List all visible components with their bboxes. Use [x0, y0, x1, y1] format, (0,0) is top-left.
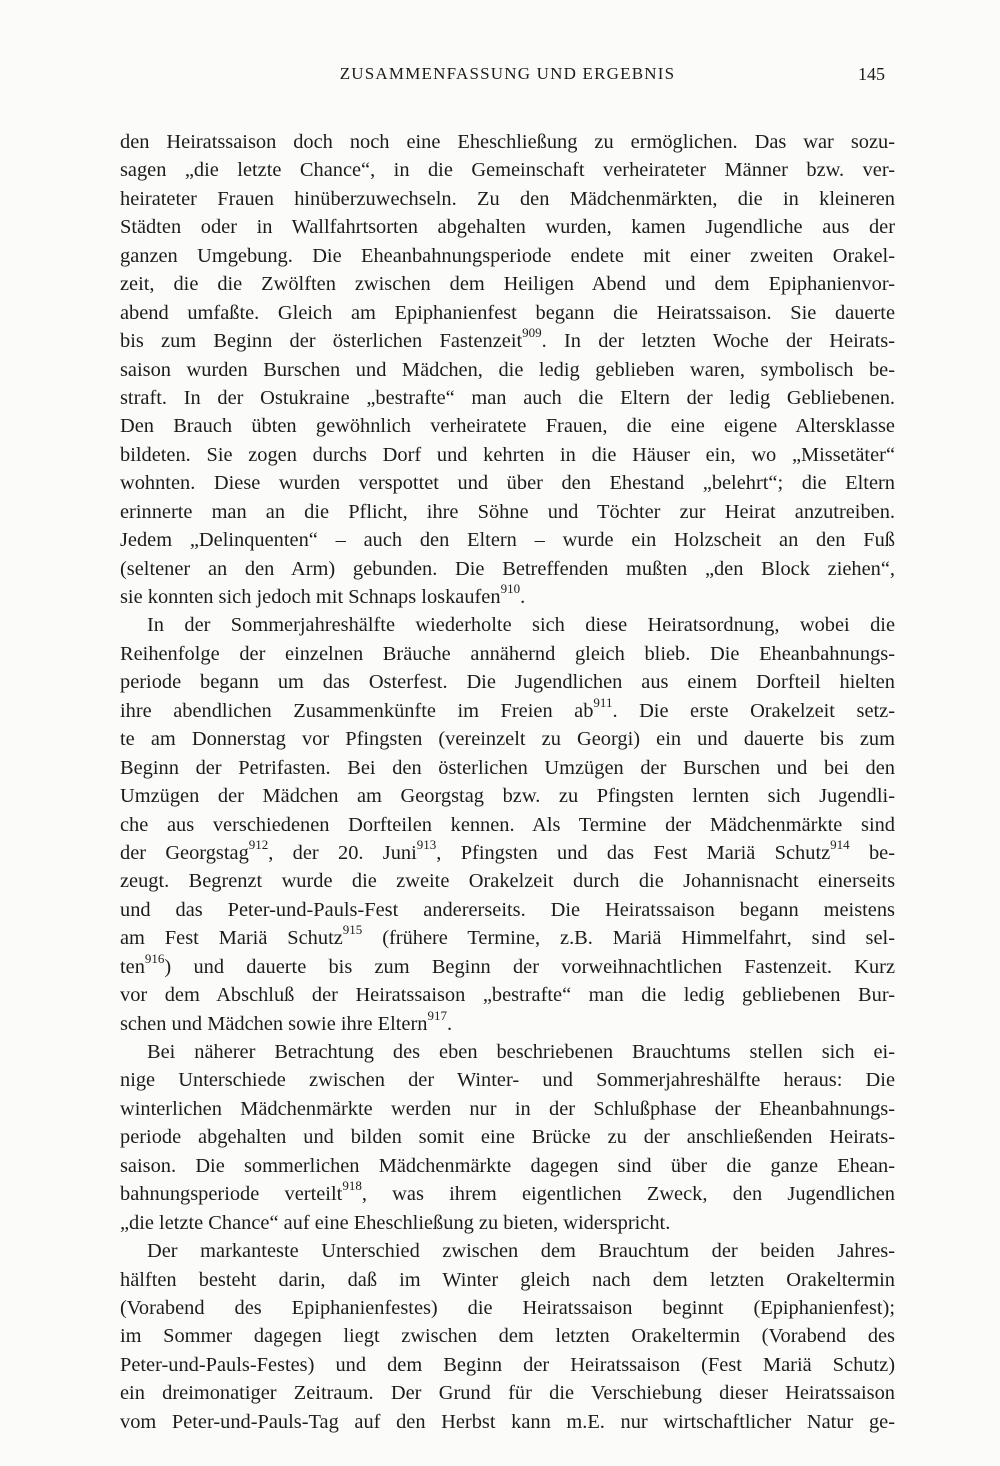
text-line: periode abgehalten und bilden somit eine Brücke zu der anschließenden Heirats-: [120, 1126, 895, 1149]
footnote-ref: 917: [427, 1007, 447, 1023]
text-line: Umzügen der Mädchen am Georgstag bzw. zu Pfingsten lernten sich Jugendli-: [120, 785, 895, 808]
paragraph: [120, 128, 895, 611]
footnote-ref: 914: [830, 837, 850, 853]
footnote-ref: 911: [593, 694, 613, 710]
paragraph: [120, 611, 895, 1038]
text-line: zeit, die die Zwölften zwischen dem Heiligen Abend und dem Epiphanienvor-: [120, 273, 895, 296]
footnote-ref: 916: [144, 950, 165, 966]
text-line: Bei näherer Betrachtung des eben beschriebenen Brauchtums stellen sich ei-: [147, 1041, 895, 1063]
text-line: straft. In der Ostukraine „bestrafte“ man auch die Eltern der ledig Gebliebenen.: [120, 386, 895, 409]
text-line: ihre abendlichen Zusammenkünfte im Freien $ab^{911}$. Die erste Orakelzeit setz-: [120, 694, 895, 722]
text-line: periode begann um das Osterfest. Die Jugendlichen aus einem Dorfteil hielten: [120, 671, 895, 694]
footnote-ref: 910: [500, 581, 521, 597]
text-line: der Georgstag$^{912}$, der 20. Juni$^{913}$, Pfingsten und das Fest Mariä Schutz$^{914}$ be-: [120, 837, 895, 864]
text-line: sie konnten sich jedoch mit Schnaps loskaufen$^{910}$.: [120, 581, 526, 608]
text-line: bis zum Beginn der österlichen Fastenzeit$^{909}$. In der letzten Woche der Heirats-: [120, 325, 895, 353]
text-line: te am Donnerstag vor Pfingsten (vereinzelt zu Georgi) ein und dauerte bis zum: [120, 728, 895, 751]
body-text: [120, 128, 895, 1436]
running-title: ZUSAMMENFASSUNG UND ERGEBNIS: [339, 64, 676, 83]
text-line: sagen „die letzte Chance“, in die Gemeinschaft verheirateter Männer bzw. ver-: [120, 159, 895, 182]
text-line: und das Peter-und-Pauls-Fest andererseits. Die Heiratssaison begann meistens: [120, 898, 895, 921]
text-line: ten$^{916}$) und dauerte bis zum Beginn der vorweihnachtlichen Fastenzeit. Kurz: [120, 950, 895, 978]
text-line: In der Sommerjahreshälfte wiederholte sich diese Heiratsordnung, wobei die: [147, 614, 895, 637]
running-head: [120, 64, 895, 94]
text-line: vor dem Abschluß der Heiratssaison „bestrafte“ man die ledig gebliebenen Bur-: [120, 984, 895, 1007]
text-line: bahnungsperiode verteilt$^{918}$, was ihrem eigentlichen Zweck, den Jugendlichen: [120, 1178, 895, 1206]
text-line: zeugt. Begrenzt wurde die zweite Orakelzeit durch die Johannisnacht einerseits: [120, 870, 895, 893]
text-line: im Sommer dagegen liegt zwischen dem letzten Orakeltermin (Vorabend des: [120, 1325, 895, 1348]
text-line: winterlichen Mädchenmärkte werden nur in der Schlußphase der Eheanbahnungs-: [120, 1097, 895, 1120]
text-line: (seltener an den Arm) gebunden. Die Betreffenden mußten „den Block ziehen“,: [120, 557, 895, 580]
text-line: Reihenfolge der einzelnen Bräuche annähernd gleich blieb. Die Eheanbahnungs-: [120, 642, 895, 665]
text-line: „die letzte Chance“ auf eine Eheschließung zu bieten, widerspricht.: [120, 1211, 671, 1234]
text-line: saison. Die sommerlichen Mädchenmärkte dagegen sind über die ganze Ehean-: [120, 1154, 895, 1177]
page-number: 145: [858, 64, 885, 84]
text-line: Den Brauch übten gewöhnlich verheiratete Frauen, die eine eigene Altersklasse: [120, 415, 895, 438]
footnote-ref: 912: [248, 837, 269, 853]
text-line: ein dreimonatiger Zeitraum. Der Grund für die Verschiebung dieser Heiratssaison: [120, 1382, 895, 1405]
text-line: Städten oder in Wallfahrtsorten abgehalten wurden, kamen Jugendliche aus der: [120, 216, 895, 239]
footnote-ref: 913: [416, 837, 437, 853]
text-line: saison wurden Burschen und Mädchen, die ledig geblieben waren, symbolisch be-: [120, 358, 895, 381]
text-line: Beginn der Petrifasten. Bei den österlichen Umzügen der Burschen und bei den: [120, 756, 895, 779]
text-line: Jedem „Delinquenten“ – auch den Eltern – wurde ein Holzscheit an den Fuß: [120, 529, 895, 552]
text-line: schen und Mädchen sowie ihre Eltern$^{917}$.: [120, 1007, 453, 1035]
text-line: nige Unterschiede zwischen der Winter- und Sommerjahreshälfte heraus: Die: [120, 1069, 895, 1092]
text-line: vom Peter-und-Pauls-Tag auf den Herbst kann m.E. nur wirtschaftlicher Natur ge-: [120, 1410, 895, 1433]
footnote-ref: 918: [342, 1178, 362, 1194]
text-line: Der markanteste Unterschied zwischen dem Brauchtum der beiden Jahres-: [147, 1240, 895, 1263]
text-line: am Fest Mariä Schutz$^{915}$ (frühere Termine, z.B. Mariä Himmelfahrt, sind sel-: [120, 922, 895, 950]
text-line: bildeten. Sie zogen durchs Dorf und kehrten in die Häuser ein, wo „Missetäter“: [120, 443, 895, 466]
text-line: heirateter Frauen hinüberzuwechseln. Zu den Mädchenmärkten, die in kleineren: [120, 187, 895, 210]
text-line: ganzen Umgebung. Die Eheanbahnungsperiode endete mit einer zweiten Orakel-: [120, 244, 895, 267]
text-line: Peter-und-Pauls-Festes) und dem Beginn der Heiratssaison (Fest Mariä Schutz): [120, 1353, 895, 1376]
text-line: wohnten. Diese wurden verspottet und über den Ehestand „belehrt“; die Eltern: [120, 472, 895, 495]
text-line: erinnerte man an die Pflicht, ihre Söhne und Töchter zur Heirat anzutreiben.: [120, 500, 895, 523]
text-line: hälften besteht darin, daß im Winter gleich nach dem letzten Orakeltermin: [120, 1268, 895, 1291]
paragraph: [120, 1237, 895, 1436]
footnote-ref: 915: [342, 922, 363, 938]
text-line: den Heiratssaison doch noch eine Eheschließung zu ermöglichen. Das war sozu-: [120, 131, 895, 153]
text-line: che aus verschiedenen Dorfteilen kennen. Als Termine der Mädchenmärkte sind: [120, 813, 895, 836]
paragraph: [120, 1038, 895, 1237]
footnote-ref: 909: [522, 325, 542, 341]
text-line: abend umfaßte. Gleich am Epiphanienfest begann die Heiratssaison. Sie dauerte: [120, 301, 895, 324]
text-line: (Vorabend des Epiphanienfestes) die Heiratssaison beginnt (Epiphanienfest);: [120, 1296, 895, 1319]
